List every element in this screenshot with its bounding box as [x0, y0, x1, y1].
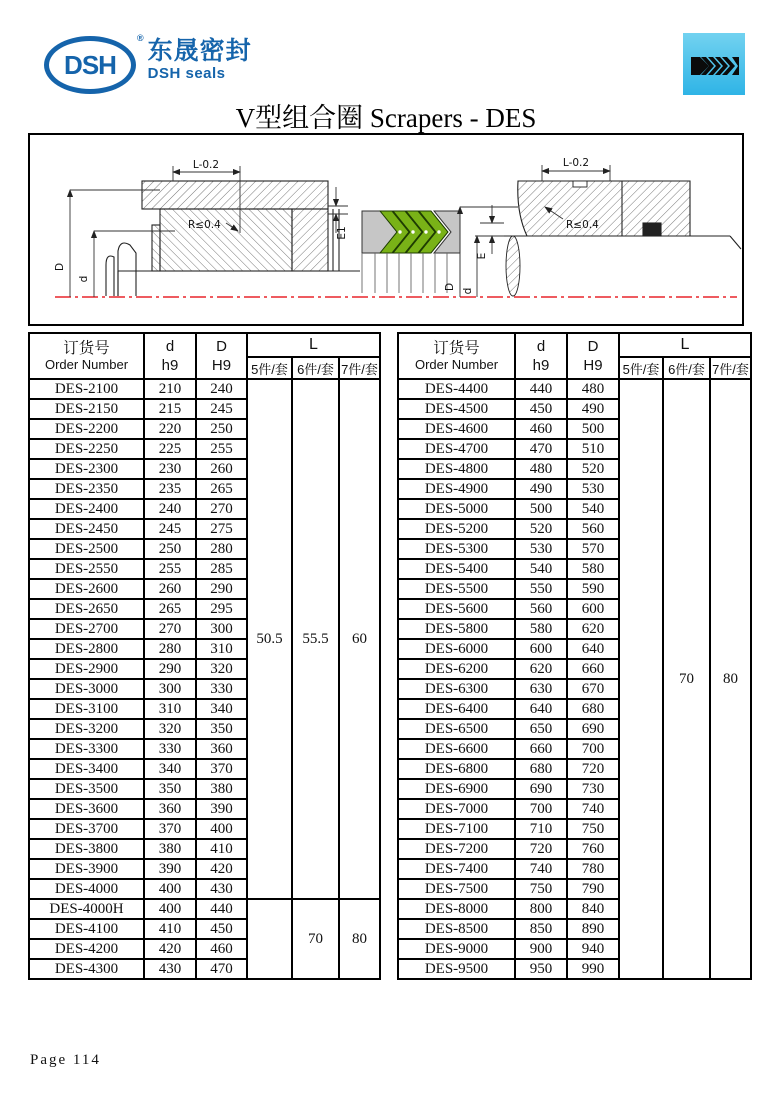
registered-trademark-icon: ®	[137, 33, 144, 43]
dimension-cell: 230	[144, 459, 196, 479]
order-number-cell: DES-3600	[29, 799, 144, 819]
dimension-cell: 660	[567, 659, 619, 679]
dimension-cell: 710	[515, 819, 567, 839]
dimension-cell: 540	[515, 559, 567, 579]
table-row	[29, 899, 380, 919]
col-header-d-symbol: d	[165, 337, 175, 355]
dimension-cell: 530	[515, 539, 567, 559]
l-per-set-cell: 50.5	[247, 379, 292, 899]
order-number-cell: DES-4500	[398, 399, 515, 419]
dimension-cell: 430	[196, 879, 247, 899]
order-number-cell: DES-3700	[29, 819, 144, 839]
table-row	[398, 379, 751, 399]
dimension-cell: 350	[144, 779, 196, 799]
dimension-cell: 370	[196, 759, 247, 779]
col-header-L: L	[247, 333, 380, 357]
diameter-label-d-left: d	[78, 275, 90, 283]
col-header-d	[144, 333, 196, 379]
col-header-D-symbol: D	[216, 337, 227, 355]
dimension-cell: 295	[196, 599, 247, 619]
dimension-cell: 440	[196, 899, 247, 919]
order-number-cell: DES-9000	[398, 939, 515, 959]
dimension-cell: 340	[144, 759, 196, 779]
dimension-cell: 940	[567, 939, 619, 959]
dimension-cell: 250	[144, 539, 196, 559]
dimension-cell: 460	[515, 419, 567, 439]
dimension-cell: 560	[515, 599, 567, 619]
dimension-cell: 680	[567, 699, 619, 719]
dimension-cell: 470	[196, 959, 247, 979]
dimension-cell: 580	[515, 619, 567, 639]
page-title: V型组合圈 Scrapers - DES	[235, 103, 537, 133]
order-number-cell: DES-5200	[398, 519, 515, 539]
l-per-set-cell	[619, 379, 663, 979]
dimension-cell: 260	[144, 579, 196, 599]
order-number-cell: DES-6900	[398, 779, 515, 799]
dimension-cell: 570	[567, 539, 619, 559]
dimension-cell: 280	[144, 639, 196, 659]
dimension-cell: 700	[515, 799, 567, 819]
dimension-cell: 350	[196, 719, 247, 739]
dsh-logo-oval	[44, 36, 136, 94]
dimension-cell: 260	[196, 459, 247, 479]
dimension-cell: 390	[196, 799, 247, 819]
order-number-cell: DES-2200	[29, 419, 144, 439]
col-header-6-per-set: 6件/套	[292, 357, 339, 379]
radius-label-left: R≤0.4	[188, 219, 221, 231]
order-number-cell: DES-6600	[398, 739, 515, 759]
dimension-cell: 520	[567, 459, 619, 479]
dimension-cell: 590	[567, 579, 619, 599]
order-number-cell: DES-2150	[29, 399, 144, 419]
order-number-cell: DES-6000	[398, 639, 515, 659]
radius-label-right: R≤0.4	[566, 219, 599, 231]
order-number-cell: DES-5800	[398, 619, 515, 639]
dimension-cell: 750	[515, 879, 567, 899]
dimension-cell: 760	[567, 839, 619, 859]
order-number-cell: DES-4900	[398, 479, 515, 499]
dim-label-L-right: L-0.2	[562, 157, 590, 169]
gap-label-E-right: E	[476, 252, 488, 260]
order-number-cell: DES-2250	[29, 439, 144, 459]
order-number-cell: DES-4000H	[29, 899, 144, 919]
dimension-cell: 340	[196, 699, 247, 719]
dimension-cell: 280	[196, 539, 247, 559]
dimension-cell: 490	[567, 399, 619, 419]
col-header-D-tolerance: H9	[583, 357, 603, 374]
col-header-order-number-cn: 订货号	[433, 339, 480, 357]
dimension-cell: 330	[144, 739, 196, 759]
v-ring-stack	[362, 211, 460, 253]
technical-drawing-panel	[28, 133, 744, 326]
col-header-order-number-en: Order Number	[44, 357, 129, 373]
col-header-7-per-set: 7件/套	[710, 357, 751, 379]
dimension-cell: 900	[515, 939, 567, 959]
dimension-cell: 850	[515, 919, 567, 939]
dimension-cell: 720	[567, 759, 619, 779]
order-number-cell: DES-2350	[29, 479, 144, 499]
order-number-cell: DES-6200	[398, 659, 515, 679]
dimension-cell: 285	[196, 559, 247, 579]
order-number-cell: DES-7100	[398, 819, 515, 839]
dimension-cell: 600	[515, 639, 567, 659]
order-number-cell: DES-3000	[29, 679, 144, 699]
spec-tables	[28, 332, 752, 980]
dimension-cell: 950	[515, 959, 567, 979]
dimension-cell: 520	[515, 519, 567, 539]
dimension-cell: 450	[515, 399, 567, 419]
dimension-cell: 245	[144, 519, 196, 539]
dimension-cell: 620	[515, 659, 567, 679]
dimension-cell: 265	[196, 479, 247, 499]
dsh-logo-text	[148, 39, 252, 82]
dimension-cell: 400	[144, 879, 196, 899]
table-row	[29, 379, 380, 399]
dimension-cell: 360	[144, 799, 196, 819]
dimension-cell: 390	[144, 859, 196, 879]
order-number-cell: DES-6400	[398, 699, 515, 719]
l-per-set-cell	[247, 899, 292, 979]
order-number-cell: DES-6300	[398, 679, 515, 699]
order-number-cell: DES-2100	[29, 379, 144, 399]
dimension-cell: 740	[567, 799, 619, 819]
dimension-cell: 215	[144, 399, 196, 419]
order-number-cell: DES-5300	[398, 539, 515, 559]
dimension-cell: 300	[196, 619, 247, 639]
dimension-cell: 210	[144, 379, 196, 399]
order-number-cell: DES-2400	[29, 499, 144, 519]
dimension-cell: 300	[144, 679, 196, 699]
dimension-cell: 320	[196, 659, 247, 679]
order-number-cell: DES-6800	[398, 759, 515, 779]
col-header-D	[196, 333, 247, 379]
order-number-cell: DES-8500	[398, 919, 515, 939]
dimension-cell: 620	[567, 619, 619, 639]
dimension-cell: 275	[196, 519, 247, 539]
order-number-cell: DES-4000	[29, 879, 144, 899]
dimension-cell: 640	[515, 699, 567, 719]
dimension-cell: 630	[515, 679, 567, 699]
dimension-cell: 290	[196, 579, 247, 599]
dimension-cell: 700	[567, 739, 619, 759]
col-header-d-symbol: d	[536, 337, 546, 355]
dimension-cell: 720	[515, 839, 567, 859]
col-header-5-per-set: 5件/套	[247, 357, 292, 379]
dimension-cell: 410	[144, 919, 196, 939]
dimension-cell: 670	[567, 679, 619, 699]
dimension-cell: 500	[515, 499, 567, 519]
dimension-cell: 690	[567, 719, 619, 739]
order-number-cell: DES-7400	[398, 859, 515, 879]
order-number-cell: DES-3500	[29, 779, 144, 799]
l-per-set-cell: 80	[710, 379, 751, 979]
order-number-cell: DES-2450	[29, 519, 144, 539]
dimension-cell: 310	[144, 699, 196, 719]
dimension-cell: 225	[144, 439, 196, 459]
dimension-cell: 220	[144, 419, 196, 439]
order-number-cell: DES-5500	[398, 579, 515, 599]
dimension-cell: 310	[196, 639, 247, 659]
order-number-cell: DES-6500	[398, 719, 515, 739]
dimension-cell: 560	[567, 519, 619, 539]
spec-table-right	[397, 332, 752, 980]
order-number-cell: DES-3900	[29, 859, 144, 879]
dimension-cell: 600	[567, 599, 619, 619]
dimension-cell: 510	[567, 439, 619, 459]
order-number-cell: DES-4400	[398, 379, 515, 399]
diameter-label-D-right: D	[444, 282, 456, 292]
col-header-D-symbol: D	[587, 337, 599, 355]
order-number-cell: DES-5600	[398, 599, 515, 619]
order-number-cell: DES-4200	[29, 939, 144, 959]
dimension-cell: 235	[144, 479, 196, 499]
dimension-cell: 450	[196, 919, 247, 939]
order-number-cell: DES-3800	[29, 839, 144, 859]
gap-label-E1-left: E1	[336, 226, 348, 240]
order-number-cell: DES-8000	[398, 899, 515, 919]
dimension-cell: 470	[515, 439, 567, 459]
dimension-cell: 270	[196, 499, 247, 519]
dsh-logo-abbr: DSH	[64, 49, 116, 80]
l-per-set-cell: 70	[292, 899, 339, 979]
dimension-cell: 840	[567, 899, 619, 919]
dimension-cell: 370	[144, 819, 196, 839]
dimension-cell: 380	[196, 779, 247, 799]
order-number-cell: DES-3400	[29, 759, 144, 779]
dimension-cell: 540	[567, 499, 619, 519]
order-number-cell: DES-2300	[29, 459, 144, 479]
dimension-cell: 320	[144, 719, 196, 739]
dimension-cell: 730	[567, 779, 619, 799]
dimension-cell: 250	[196, 419, 247, 439]
order-number-cell: DES-2800	[29, 639, 144, 659]
order-number-cell: DES-9500	[398, 959, 515, 979]
order-number-cell: DES-2500	[29, 539, 144, 559]
order-number-cell: DES-3100	[29, 699, 144, 719]
dimension-cell: 500	[567, 419, 619, 439]
dimension-cell: 580	[567, 559, 619, 579]
order-number-cell: DES-4300	[29, 959, 144, 979]
dimension-cell: 255	[196, 439, 247, 459]
order-number-cell: DES-4700	[398, 439, 515, 459]
dimension-cell: 440	[515, 379, 567, 399]
spec-table-left	[28, 332, 381, 980]
col-header-D-tolerance: H9	[211, 357, 232, 374]
dimension-cell: 740	[515, 859, 567, 879]
l-per-set-cell: 55.5	[292, 379, 339, 899]
order-number-cell: DES-2600	[29, 579, 144, 599]
dimension-cell: 460	[196, 939, 247, 959]
diameter-label-D-left: D	[54, 262, 66, 272]
order-number-cell: DES-2700	[29, 619, 144, 639]
order-number-cell: DES-3200	[29, 719, 144, 739]
col-header-5-per-set: 5件/套	[619, 357, 663, 379]
dimension-cell: 690	[515, 779, 567, 799]
order-number-cell: DES-7000	[398, 799, 515, 819]
col-header-d	[515, 333, 567, 379]
dimension-cell: 660	[515, 739, 567, 759]
order-number-cell: DES-7500	[398, 879, 515, 899]
l-per-set-cell: 70	[663, 379, 710, 979]
dimension-cell: 245	[196, 399, 247, 419]
dimension-cell: 290	[144, 659, 196, 679]
col-header-order-number	[398, 333, 515, 379]
left-section-view	[106, 181, 360, 296]
col-header-D	[567, 333, 619, 379]
dimension-cell: 330	[196, 679, 247, 699]
dim-label-L-left: L-0.2	[192, 159, 220, 171]
dsh-logo	[44, 33, 252, 94]
col-header-order-number-cn: 订货号	[63, 339, 110, 357]
order-number-cell: DES-4800	[398, 459, 515, 479]
order-number-cell: DES-7200	[398, 839, 515, 859]
col-header-order-number-en: Order Number	[414, 357, 499, 373]
dimension-cell: 420	[144, 939, 196, 959]
order-number-cell: DES-2650	[29, 599, 144, 619]
dimension-cell: 360	[196, 739, 247, 759]
dimension-cell: 400	[196, 819, 247, 839]
v-ring-chevron-icon	[683, 33, 745, 95]
dimension-cell: 380	[144, 839, 196, 859]
dimension-cell: 640	[567, 639, 619, 659]
diameter-label-d-right: d	[462, 287, 474, 295]
dimension-cell: 800	[515, 899, 567, 919]
right-section-view	[485, 181, 741, 296]
order-number-cell: DES-4100	[29, 919, 144, 939]
order-number-cell: DES-4600	[398, 419, 515, 439]
dimension-cell: 430	[144, 959, 196, 979]
col-header-d-tolerance: h9	[161, 357, 179, 374]
l-per-set-cell: 60	[339, 379, 380, 899]
dsh-logo-chinese-name: 东晟密封	[147, 37, 252, 65]
dimension-cell: 990	[567, 959, 619, 979]
dimension-cell: 890	[567, 919, 619, 939]
technical-drawing	[30, 135, 742, 322]
order-number-cell: DES-5400	[398, 559, 515, 579]
order-number-cell: DES-2550	[29, 559, 144, 579]
dimension-cell: 490	[515, 479, 567, 499]
dimension-cell: 240	[196, 379, 247, 399]
col-header-order-number	[29, 333, 144, 379]
dimension-cell: 680	[515, 759, 567, 779]
dimension-cell: 790	[567, 879, 619, 899]
dimension-cell: 270	[144, 619, 196, 639]
col-header-6-per-set: 6件/套	[663, 357, 710, 379]
l-per-set-cell: 80	[339, 899, 380, 979]
dimension-cell: 480	[567, 379, 619, 399]
order-number-cell: DES-3300	[29, 739, 144, 759]
dimension-cell: 780	[567, 859, 619, 879]
order-number-cell: DES-2900	[29, 659, 144, 679]
dimension-cell: 420	[196, 859, 247, 879]
dimension-cell: 550	[515, 579, 567, 599]
dimension-cell: 530	[567, 479, 619, 499]
col-header-7-per-set: 7件/套	[339, 357, 380, 379]
page-number: Page 114	[30, 1052, 101, 1068]
dsh-logo-english-name: DSH seals	[147, 64, 226, 82]
dimension-cell: 400	[144, 899, 196, 919]
col-header-L: L	[619, 333, 751, 357]
dimension-cell: 410	[196, 839, 247, 859]
dimension-cell: 240	[144, 499, 196, 519]
dimension-cell: 480	[515, 459, 567, 479]
dimension-cell: 750	[567, 819, 619, 839]
order-number-cell: DES-5000	[398, 499, 515, 519]
dimension-cell: 265	[144, 599, 196, 619]
col-header-d-tolerance: h9	[532, 357, 550, 374]
dimension-cell: 650	[515, 719, 567, 739]
dimension-cell: 255	[144, 559, 196, 579]
